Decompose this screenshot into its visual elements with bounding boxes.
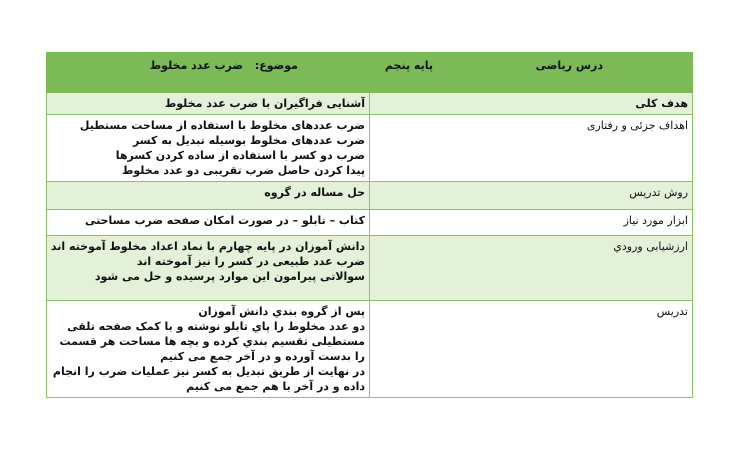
- lesson-plan-table: [46, 52, 693, 398]
- table-row: [47, 301, 693, 398]
- row-label-entry-assessment: ارزشیابی ورودي: [370, 236, 693, 301]
- row-value-general-goal: [47, 93, 370, 115]
- row-value-entry-assessment: [47, 236, 370, 301]
- header-cell: [47, 53, 693, 93]
- list-item: پیدا کردن حاصل ضرب تقریبی دو عدد مخلوط: [121, 164, 365, 177]
- table-header-row: [47, 53, 693, 93]
- topic-value: ضرب عدد مخلوط: [149, 59, 243, 72]
- row-label-teaching: تدریس: [370, 301, 693, 398]
- list-item: دو عدد مخلوط را پاي تابلو نوشته و با کمک صفحه تلقی مستطیلی تقسیم بندي کرده و بچه ها مساحت هر قسمت را بدست آورده و در آخر جمع می کنیم: [59, 320, 365, 363]
- lesson-plan-sheet: [46, 52, 693, 398]
- list-item: سوالاتی پیرامون این موارد پرسیده و حل می شود: [94, 270, 365, 283]
- list-item: پس از گروه بندي دانش آموزان: [198, 305, 365, 318]
- row-value-objectives: [47, 115, 370, 182]
- topic-label: موضوع:: [254, 59, 298, 72]
- list-item: دانش آموزان در پایه چهارم با نماد اعداد مخلوط آموخته اند: [50, 240, 365, 253]
- table-row: [47, 236, 693, 301]
- table-row: [47, 210, 693, 236]
- list-item: ضرب دو کسر با استفاده از ساده کردن کسرها: [115, 149, 365, 162]
- table-row: [47, 115, 693, 182]
- grade-label: پایه پنجم: [384, 59, 433, 72]
- list-item: آشنایی فراگیران با ضرب عدد مخلوط: [164, 97, 365, 110]
- row-value-teaching: [47, 301, 370, 398]
- list-item: حل مساله در گروه: [264, 186, 365, 199]
- list-item: ضرب عدد طبیعی در کسر را نیز آموخته اند: [136, 255, 365, 268]
- row-label-general-goal: هدف کلی: [370, 93, 693, 115]
- row-label-objectives: اهداف جزئی و رفتاری: [370, 115, 693, 182]
- row-label-tools: ابزار مورد نیاز: [370, 210, 693, 236]
- list-item: کتاب – تابلو – در صورت امکان صفحه ضرب مساحتی: [84, 214, 365, 227]
- table-row: [47, 182, 693, 210]
- list-item: ضرب عددهای مخلوط بوسیله تبدیل به کسر: [132, 134, 365, 147]
- row-label-teaching-method: روش تدریس: [370, 182, 693, 210]
- list-item: در نهایت از طریق تبدیل به کسر نیز عملیات ضرب را انجام داده و در آخر با هم جمع می کنیم: [52, 365, 365, 393]
- table-row: [47, 93, 693, 115]
- list-item: ضرب عددهای مخلوط با استفاده از مساحت مستطیل: [79, 119, 365, 132]
- course-title: درس ریاضی: [535, 59, 603, 72]
- row-value-teaching-method: [47, 182, 370, 210]
- row-value-tools: [47, 210, 370, 236]
